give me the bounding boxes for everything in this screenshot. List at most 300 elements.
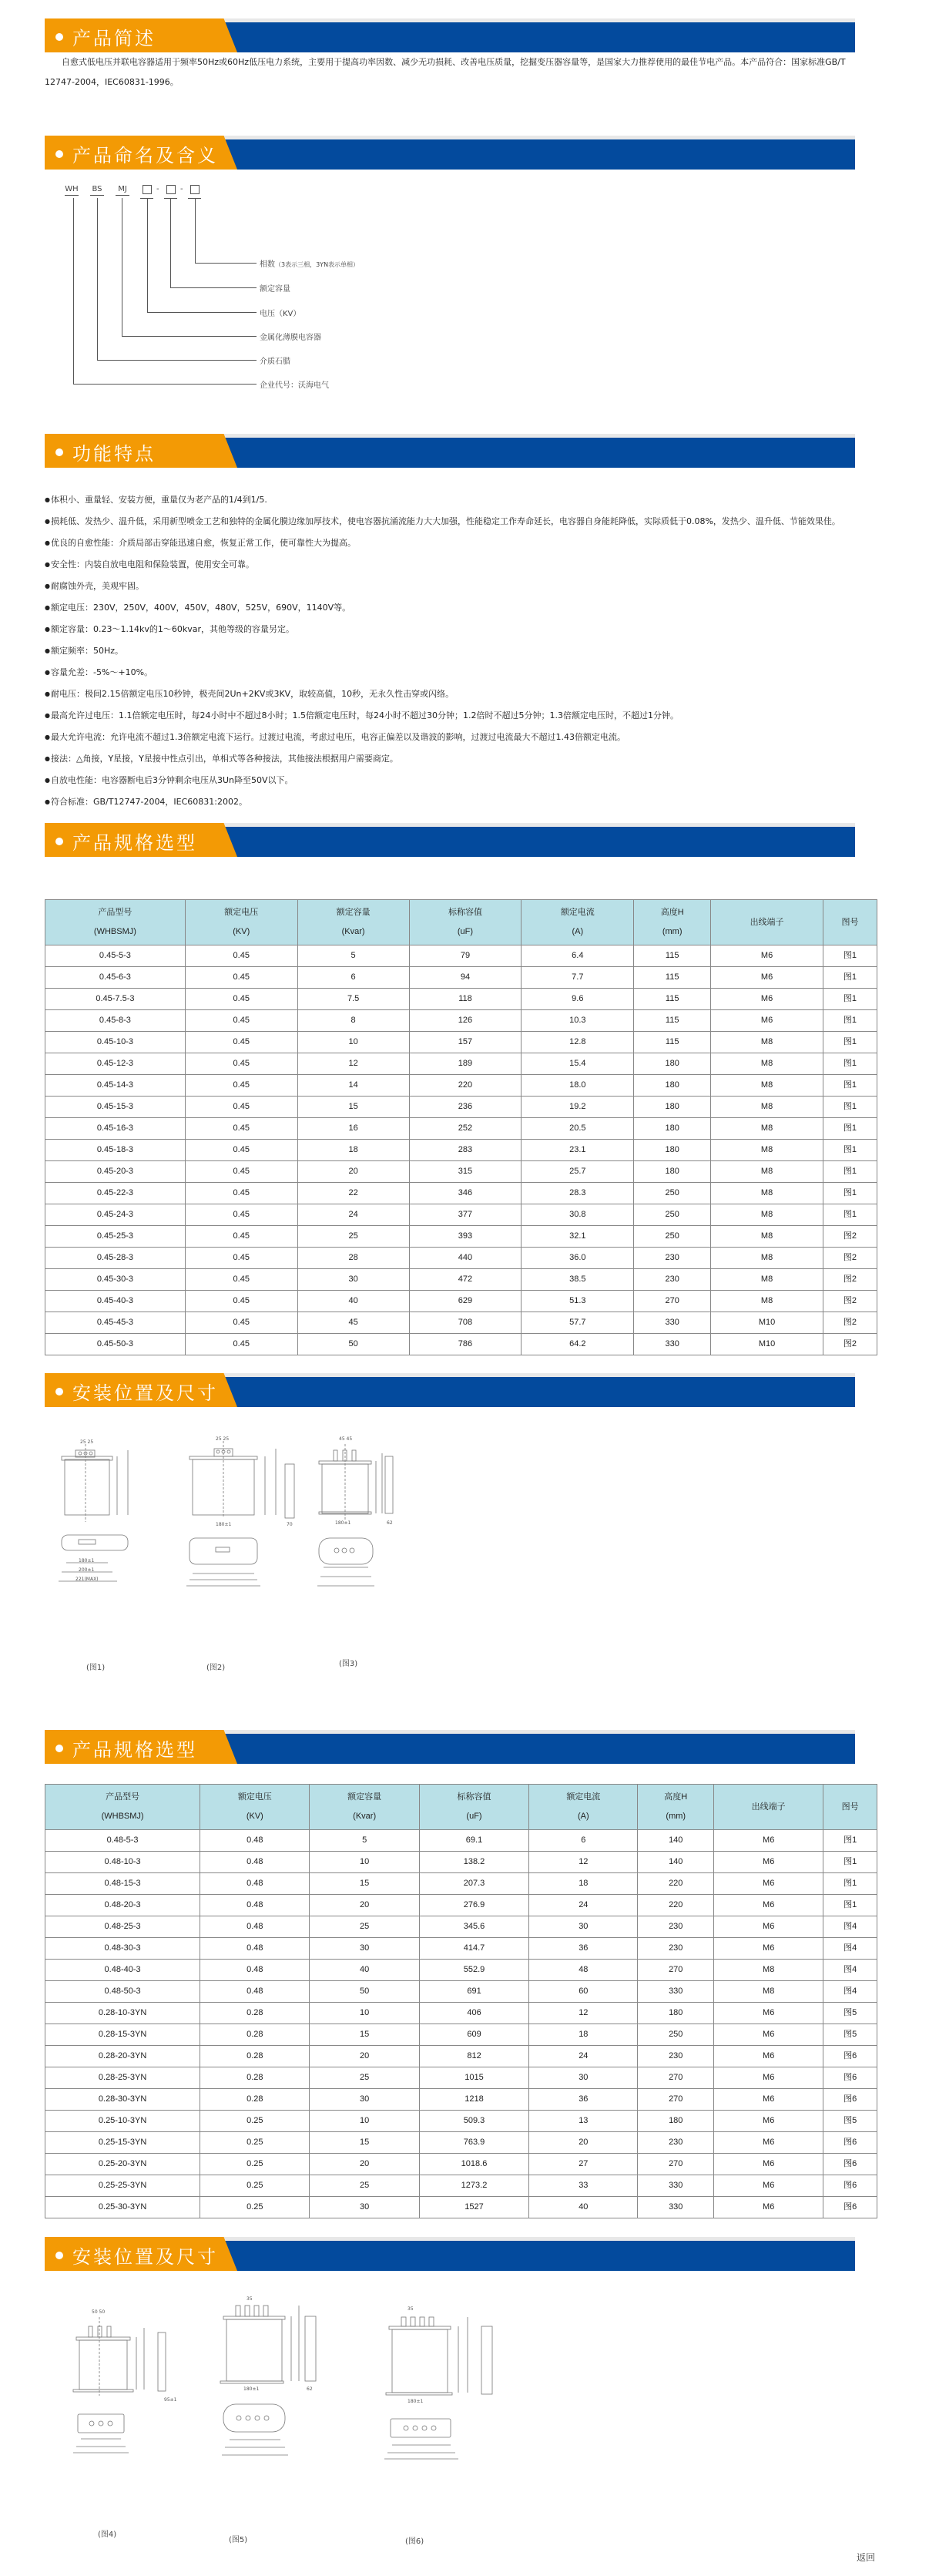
table-cell: 180: [634, 1075, 711, 1097]
header-model: 产品型号 (WHBSMJ): [45, 1785, 200, 1830]
table-cell: 0.48: [200, 1873, 310, 1895]
table-cell: 15: [310, 1873, 419, 1895]
table-header-row: [45, 900, 877, 945]
table-cell: 0.45-24-3: [45, 1204, 186, 1226]
drawing-figure-1: 25 25 180±1 200±1 221(MAX): [46, 1433, 139, 1580]
table-cell: 346: [409, 1183, 522, 1204]
feature-item: ● 损耗低、发热少、温升低，采用新型喷金工艺和独特的金属化膜边缘加厚技术，使电容器抗涌流能力大大加强，性能稳定工作寿命延长，电容器自身能耗降低，实际质低于0.08%，发热少、温升低、节能效果佳。: [45, 511, 854, 532]
figure-caption: (图1): [86, 1664, 106, 1672]
table-cell: 0.45: [185, 1248, 297, 1269]
table-cell: 图6: [823, 2197, 877, 2218]
section-title: 安装位置及尺寸: [72, 1382, 218, 1404]
section-header-naming: [45, 136, 855, 170]
table-cell: 230: [638, 2132, 714, 2154]
table-cell: 15: [310, 2132, 419, 2154]
section-title: 安装位置及尺寸: [72, 2246, 218, 2268]
header-terminal: 出线端子: [714, 1785, 823, 1830]
table-cell: 图1: [823, 1097, 877, 1118]
table-cell: 25.7: [522, 1161, 634, 1183]
table-row: [45, 1960, 877, 1981]
table-cell: 472: [409, 1269, 522, 1291]
table-cell: 69.1: [419, 1830, 528, 1852]
table-cell: 414.7: [419, 1938, 528, 1960]
table-cell: 0.48: [200, 1916, 310, 1938]
table-cell: 0.48: [200, 1830, 310, 1852]
table-row: [45, 2154, 877, 2175]
table-cell: 230: [638, 2046, 714, 2067]
feature-item: ● 优良的自愈性能：介质局部击穿能迅速自愈，恢复正常工作，使可靠性大为提高。: [45, 532, 854, 554]
table-cell: 0.45: [185, 1161, 297, 1183]
table-cell: 20: [310, 2154, 419, 2175]
table-cell: 180: [634, 1118, 711, 1140]
table-cell: 250: [634, 1204, 711, 1226]
table-cell: 10: [297, 1032, 409, 1053]
table-cell: 0.45: [185, 1312, 297, 1334]
table-cell: M6: [714, 2197, 823, 2218]
table-cell: 图1: [823, 1032, 877, 1053]
feature-item: ● 额定频率：50Hz。: [45, 640, 854, 662]
table-cell: 0.25: [200, 2132, 310, 2154]
table-cell: 230: [634, 1269, 711, 1291]
table-row: [45, 2111, 877, 2132]
table-cell: 0.45: [185, 989, 297, 1010]
table-cell: 0.25-30-3YN: [45, 2197, 200, 2218]
table-cell: 0.25-15-3YN: [45, 2132, 200, 2154]
table-cell: 50: [310, 1981, 419, 2003]
table-cell: 0.28-10-3YN: [45, 2003, 200, 2024]
table-cell: 345.6: [419, 1916, 528, 1938]
table-cell: 0.45: [185, 1291, 297, 1312]
table-cell: 1273.2: [419, 2175, 528, 2197]
table-cell: 45: [297, 1312, 409, 1334]
table-cell: 220: [638, 1895, 714, 1916]
table-cell: 图6: [823, 2046, 877, 2067]
table-cell: 230: [638, 1938, 714, 1960]
table-cell: 115: [634, 989, 711, 1010]
table-cell: 16: [297, 1118, 409, 1140]
header-voltage: 额定电压 (KV): [200, 1785, 310, 1830]
drawing-figure-4: 50 50 95±1: [58, 2300, 189, 2454]
table-cell: 38.5: [522, 1269, 634, 1291]
table-cell: 330: [634, 1334, 711, 1355]
table-row: [45, 1075, 877, 1097]
table-cell: 28.3: [522, 1183, 634, 1204]
table-cell: 0.25-20-3YN: [45, 2154, 200, 2175]
feature-list: [45, 489, 854, 813]
table-cell: 51.3: [522, 1291, 634, 1312]
table-cell: 180: [638, 2111, 714, 2132]
feature-item: ● 最高允许过电压：1.1倍额定电压时，每24小时中不超过8小时；1.5倍额定电压时，每24小时不超过30分钟；1.2倍时不超过5分钟；1.3倍额定电压时，不超过1分钟。: [45, 705, 854, 727]
table-cell: 552.9: [419, 1960, 528, 1981]
table-cell: 图4: [823, 1981, 877, 2003]
table-cell: 0.45-6-3: [45, 967, 186, 989]
table-cell: 30: [529, 2067, 638, 2089]
table-cell: 25: [310, 1916, 419, 1938]
table-cell: 30.8: [522, 1204, 634, 1226]
table-cell: 图1: [823, 1118, 877, 1140]
table-cell: 8: [297, 1010, 409, 1032]
table-cell: M6: [714, 1830, 823, 1852]
table-cell: 180: [634, 1053, 711, 1075]
section-header-spec2: [45, 1730, 855, 1764]
feature-item: ● 耐电压：极间2.15倍额定电压10秒钟，极壳间2Un+2KV或3KV，取较高值，10秒，无永久性击穿或闪络。: [45, 683, 854, 705]
table-cell: 30: [310, 1938, 419, 1960]
header-current: 额定电流 (A): [522, 900, 634, 945]
intro-text: 自愈式低电压并联电容器适用于频率50Hz或60Hz低压电力系统，主要用于提高功率因数、减少无功损耗、改善电压质量，挖掘变压器容量等，是国家大力推荐使用的最佳节电产品。本产品符合：国家标准GB/T 12747-2004，IEC60831-1996。: [45, 57, 846, 87]
table-cell: 270: [638, 1960, 714, 1981]
table-cell: 15: [297, 1097, 409, 1118]
bullet-icon: [55, 1745, 63, 1752]
table-cell: 0.45: [185, 945, 297, 967]
table-cell: 23.1: [522, 1140, 634, 1161]
table-cell: 0.45-5-3: [45, 945, 186, 967]
table-cell: M8: [711, 1248, 823, 1269]
table-cell: 252: [409, 1118, 522, 1140]
table-row: [45, 2003, 877, 2024]
feature-item: ● 耐腐蚀外壳，美观牢固。: [45, 576, 854, 597]
code-wh: WH: [65, 185, 79, 196]
drawing-figure-6: 35 180±1: [374, 2300, 551, 2462]
table-cell: 0.45-30-3: [45, 1269, 186, 1291]
table-cell: 230: [634, 1248, 711, 1269]
table-cell: 18: [297, 1140, 409, 1161]
table-row: [45, 1981, 877, 2003]
table-cell: 18.0: [522, 1075, 634, 1097]
table-cell: M8: [711, 1075, 823, 1097]
table-cell: 0.45-50-3: [45, 1334, 186, 1355]
table-cell: 0.45-10-3: [45, 1032, 186, 1053]
header-height: 高度H (mm): [638, 1785, 714, 1830]
table-cell: 0.28-15-3YN: [45, 2024, 200, 2046]
section-header-intro: [45, 18, 855, 52]
table-cell: 图6: [823, 2154, 877, 2175]
table-cell: 0.45-7.5-3: [45, 989, 186, 1010]
section-header-install1: [45, 1373, 855, 1407]
table-cell: M6: [714, 2003, 823, 2024]
table-cell: 0.28: [200, 2067, 310, 2089]
table-cell: 0.28: [200, 2046, 310, 2067]
table-cell: 126: [409, 1010, 522, 1032]
table-cell: 270: [638, 2067, 714, 2089]
section-header-features: [45, 434, 855, 468]
table-cell: 609: [419, 2024, 528, 2046]
spec-table-2: [45, 1784, 877, 2218]
table-cell: 79: [409, 945, 522, 967]
figure-caption: (图4): [98, 2531, 117, 2539]
table-cell: 6: [297, 967, 409, 989]
table-cell: 28: [297, 1248, 409, 1269]
table-cell: 图5: [823, 2111, 877, 2132]
table-row: [45, 1183, 877, 1204]
header-figure: 图号: [823, 1785, 877, 1830]
table-cell: 图2: [823, 1248, 877, 1269]
table-row: [45, 1895, 877, 1916]
section-title: 功能特点: [72, 443, 156, 465]
table-cell: 图1: [823, 1010, 877, 1032]
table-cell: M10: [711, 1312, 823, 1334]
table-cell: 157: [409, 1032, 522, 1053]
table-cell: 6.4: [522, 945, 634, 967]
table-row: [45, 1334, 877, 1355]
table-cell: 10: [310, 2111, 419, 2132]
table-cell: 207.3: [419, 1873, 528, 1895]
table-cell: 230: [638, 1916, 714, 1938]
table-cell: 0.45: [185, 1010, 297, 1032]
table-cell: 0.45: [185, 1140, 297, 1161]
feature-item: ● 体积小、重量轻、安装方便，重量仅为老产品的1/4到1/5.: [45, 489, 854, 511]
table-cell: 30: [529, 1916, 638, 1938]
table-row: [45, 945, 877, 967]
table-cell: 5: [297, 945, 409, 967]
table-row: [45, 1032, 877, 1053]
table-cell: 图5: [823, 2024, 877, 2046]
table-cell: 0.45: [185, 1269, 297, 1291]
table-cell: 图1: [823, 1204, 877, 1226]
table-cell: 0.48: [200, 1938, 310, 1960]
table-cell: 25: [310, 2067, 419, 2089]
table-row: [45, 1226, 877, 1248]
bullet-icon: [55, 1388, 63, 1395]
header-capacity: 额定容量 (Kvar): [297, 900, 409, 945]
section-header-install2: [45, 2237, 855, 2271]
table-cell: 1218: [419, 2089, 528, 2111]
table-cell: M8: [714, 1981, 823, 2003]
table-cell: 0.25-25-3YN: [45, 2175, 200, 2197]
table-cell: 786: [409, 1334, 522, 1355]
table-cell: M6: [714, 2024, 823, 2046]
table-cell: M8: [711, 1291, 823, 1312]
table-cell: 0.48: [200, 1981, 310, 2003]
table-cell: 40: [529, 2197, 638, 2218]
header-voltage: 额定电压 (KV): [185, 900, 297, 945]
table-cell: 15: [310, 2024, 419, 2046]
section-title: 产品命名及含义: [72, 145, 218, 166]
table-row: [45, 1010, 877, 1032]
table-cell: 180: [638, 2003, 714, 2024]
table-cell: 115: [634, 1032, 711, 1053]
code-mj: MJ: [116, 185, 129, 196]
table-cell: 64.2: [522, 1334, 634, 1355]
figure-caption: (图2): [206, 1664, 226, 1672]
table-cell: 7.7: [522, 967, 634, 989]
table-row: [45, 1097, 877, 1118]
table-cell: 250: [634, 1226, 711, 1248]
code-capacity-box: [164, 185, 177, 199]
table-cell: 0.45-40-3: [45, 1291, 186, 1312]
table-cell: 27: [529, 2154, 638, 2175]
table-cell: M6: [714, 2154, 823, 2175]
table-cell: 691: [419, 1981, 528, 2003]
table-cell: 0.25-10-3YN: [45, 2111, 200, 2132]
table-cell: 763.9: [419, 2132, 528, 2154]
table-cell: 0.45: [185, 1204, 297, 1226]
table-cell: 0.45-28-3: [45, 1248, 186, 1269]
code-phase-box: [188, 185, 201, 199]
table-cell: M6: [714, 1873, 823, 1895]
table-cell: 180: [634, 1161, 711, 1183]
table-cell: 图1: [823, 1161, 877, 1183]
table-cell: 0.45-45-3: [45, 1312, 186, 1334]
table-cell: M6: [714, 2132, 823, 2154]
table-cell: 0.28-20-3YN: [45, 2046, 200, 2067]
table-cell: 57.7: [522, 1312, 634, 1334]
table-cell: 图2: [823, 1291, 877, 1312]
bullet-icon: [55, 448, 63, 456]
table-cell: 图2: [823, 1226, 877, 1248]
table-cell: 0.28-30-3YN: [45, 2089, 200, 2111]
table-cell: 15.4: [522, 1053, 634, 1075]
table-cell: 0.45-8-3: [45, 1010, 186, 1032]
table-cell: 0.48: [200, 1895, 310, 1916]
table-cell: M6: [714, 1852, 823, 1873]
table-cell: 118: [409, 989, 522, 1010]
table-cell: 1015: [419, 2067, 528, 2089]
bullet-icon: [55, 838, 63, 845]
back-link[interactable]: 返回: [857, 2552, 876, 2563]
table-row: [45, 2046, 877, 2067]
table-cell: M6: [714, 2067, 823, 2089]
table-cell: 0.45-18-3: [45, 1140, 186, 1161]
section-header-spec1: [45, 823, 855, 857]
table-cell: 0.28: [200, 2024, 310, 2046]
table-row: [45, 1053, 877, 1075]
table-cell: 0.45: [185, 1118, 297, 1140]
table-cell: 12: [529, 1852, 638, 1873]
table-cell: 0.45-12-3: [45, 1053, 186, 1075]
drawing-figure-2: 25 25 180±1 70: [169, 1433, 324, 1580]
table-cell: 330: [638, 2175, 714, 2197]
table-cell: 276.9: [419, 1895, 528, 1916]
table-cell: 0.45-25-3: [45, 1226, 186, 1248]
table-cell: 20: [529, 2132, 638, 2154]
table-cell: 24: [529, 1895, 638, 1916]
table-cell: 7.5: [297, 989, 409, 1010]
table-row: [45, 1161, 877, 1183]
table-cell: 1018.6: [419, 2154, 528, 2175]
section-title: 产品规格选型: [72, 1739, 197, 1761]
table-cell: 33: [529, 2175, 638, 2197]
table-header-row: [45, 1785, 877, 1830]
table-cell: 图6: [823, 2132, 877, 2154]
table-cell: 270: [634, 1291, 711, 1312]
table-cell: 0.48-15-3: [45, 1873, 200, 1895]
table-cell: 812: [419, 2046, 528, 2067]
table-cell: 330: [634, 1312, 711, 1334]
table-cell: 94: [409, 967, 522, 989]
table-cell: 220: [638, 1873, 714, 1895]
table-cell: 0.45: [185, 1053, 297, 1075]
table-cell: M8: [711, 1269, 823, 1291]
feature-item: ● 额定容量：0.23～1.14kv的1～60kvar，其他等级的容量另定。: [45, 619, 854, 640]
meaning-company: 企业代号：沃海电气: [260, 381, 329, 390]
table-cell: 25: [310, 2175, 419, 2197]
table-row: [45, 2024, 877, 2046]
table-cell: 18: [529, 2024, 638, 2046]
table-cell: 0.28: [200, 2089, 310, 2111]
table-row: [45, 1248, 877, 1269]
header-current: 额定电流 (A): [529, 1785, 638, 1830]
table-cell: M8: [711, 1226, 823, 1248]
table-cell: M6: [714, 2111, 823, 2132]
table-cell: 140: [638, 1830, 714, 1852]
table-cell: 30: [310, 2197, 419, 2218]
table-row: [45, 967, 877, 989]
table-row: [45, 1118, 877, 1140]
bullet-icon: [55, 2252, 63, 2259]
table-cell: 图1: [823, 945, 877, 967]
table-cell: 22: [297, 1183, 409, 1204]
table-cell: 30: [310, 2089, 419, 2111]
table-cell: 18: [529, 1873, 638, 1895]
table-cell: 40: [310, 1960, 419, 1981]
table-cell: 270: [638, 2154, 714, 2175]
table-cell: 629: [409, 1291, 522, 1312]
table-cell: 115: [634, 967, 711, 989]
table-cell: 330: [638, 1981, 714, 2003]
table-cell: M8: [711, 1032, 823, 1053]
table-cell: 0.25: [200, 2111, 310, 2132]
table-cell: 图1: [823, 1075, 877, 1097]
table-cell: 1527: [419, 2197, 528, 2218]
naming-diagram: WH BS MJ - - 相数（3表示三相，3YN表示单相） 额定容量 电压（KV） 金属化薄膜电容器 介质石腊 企业代号：沃海电气: [65, 185, 360, 390]
table-cell: 393: [409, 1226, 522, 1248]
table-cell: M6: [714, 1895, 823, 1916]
table-cell: 36: [529, 1938, 638, 1960]
table-cell: 24: [297, 1204, 409, 1226]
table-cell: 图6: [823, 2067, 877, 2089]
table-cell: M8: [711, 1053, 823, 1075]
meaning-film: 金属化薄膜电容器: [260, 334, 321, 342]
table-row: [45, 1140, 877, 1161]
table-cell: M10: [711, 1334, 823, 1355]
table-cell: 19.2: [522, 1097, 634, 1118]
table-cell: 6: [529, 1830, 638, 1852]
table-cell: 14: [297, 1075, 409, 1097]
table-row: [45, 1204, 877, 1226]
table-cell: M6: [711, 989, 823, 1010]
table-cell: 0.48-10-3: [45, 1852, 200, 1873]
table-cell: 250: [638, 2024, 714, 2046]
table-cell: M6: [714, 1938, 823, 1960]
table-cell: M8: [711, 1204, 823, 1226]
bullet-icon: [55, 150, 63, 158]
table-cell: M8: [711, 1140, 823, 1161]
table-row: [45, 1291, 877, 1312]
table-cell: 0.48: [200, 1852, 310, 1873]
feature-item: ● 接法：△角接，Y星接，Y星接中性点引出，单相式等各种接法，其他接法根据用户需要商定。: [45, 748, 854, 770]
drawing-figure-5: 35 180±1 62: [200, 2296, 354, 2458]
table-row: [45, 2089, 877, 2111]
table-row: [45, 2132, 877, 2154]
table-cell: 图5: [823, 2003, 877, 2024]
table-cell: 250: [634, 1183, 711, 1204]
table-cell: 图1: [823, 1140, 877, 1161]
header-capacity: 额定容量 (Kvar): [310, 1785, 419, 1830]
code-bs: BS: [90, 185, 104, 196]
table-cell: 0.28: [200, 2003, 310, 2024]
table-cell: 509.3: [419, 2111, 528, 2132]
table-cell: 115: [634, 1010, 711, 1032]
table-cell: 图4: [823, 1938, 877, 1960]
header-terminal: 出线端子: [711, 900, 823, 945]
table-cell: 115: [634, 945, 711, 967]
table-cell: 0.48: [200, 1960, 310, 1981]
table-cell: 0.45-15-3: [45, 1097, 186, 1118]
table-row: [45, 1269, 877, 1291]
table-cell: 0.45: [185, 1097, 297, 1118]
header-height: 高度H (mm): [634, 900, 711, 945]
table-cell: 图1: [823, 967, 877, 989]
